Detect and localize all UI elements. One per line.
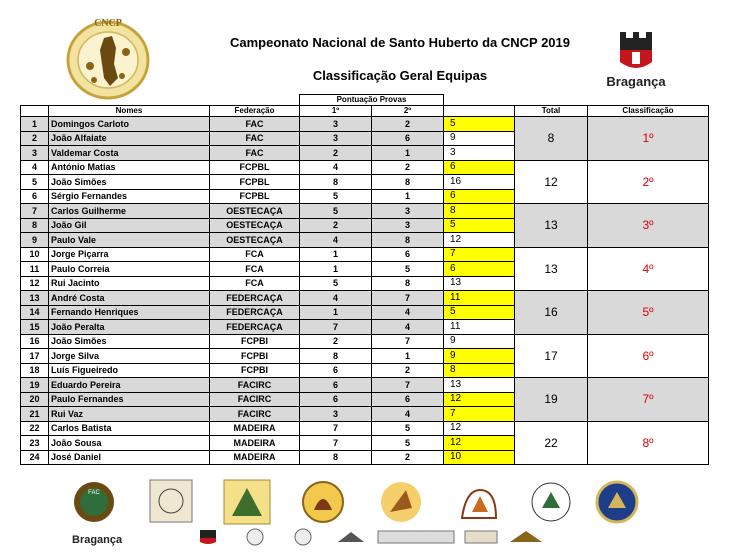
svg-text:FAC: FAC	[88, 490, 100, 496]
group-total: 22	[515, 421, 588, 465]
row-score-2: 5	[372, 436, 444, 451]
header-p2: 2º	[372, 106, 444, 117]
row-sum: 13	[444, 276, 515, 291]
row-number: 14	[21, 305, 49, 320]
svg-text:Bragança: Bragança	[606, 74, 666, 89]
oestecaca-logo	[222, 478, 272, 526]
row-name: João Sousa	[49, 436, 210, 451]
row-number: 18	[21, 363, 49, 378]
group-rank: 6º	[588, 334, 709, 378]
row-name: Rui Jacinto	[49, 276, 210, 291]
row-score-1: 8	[300, 175, 372, 190]
row-federation: OESTECAÇA	[210, 233, 300, 248]
header-federacao: Federação	[210, 106, 300, 117]
classification-table	[20, 94, 709, 465]
row-federation: FEDERCAÇA	[210, 291, 300, 306]
group-total: 16	[515, 291, 588, 335]
group-rank: 1º	[588, 117, 709, 161]
row-score-2: 2	[372, 117, 444, 132]
row-federation: FCPBI	[210, 349, 300, 364]
row-federation: FCA	[210, 247, 300, 262]
footer-seal-3-icon	[332, 528, 370, 546]
row-sum: 12	[444, 392, 515, 407]
row-score-2: 2	[372, 160, 444, 175]
row-sum: 5	[444, 117, 515, 132]
row-score-1: 7	[300, 320, 372, 335]
row-sum: 11	[444, 320, 515, 335]
row-score-2: 1	[372, 349, 444, 364]
row-number: 22	[21, 421, 49, 436]
row-score-2: 6	[372, 392, 444, 407]
group-rank: 4º	[588, 247, 709, 291]
row-sum: 8	[444, 204, 515, 219]
row-score-2: 8	[372, 175, 444, 190]
group-total: 12	[515, 160, 588, 204]
row-name: Fernando Henriques	[49, 305, 210, 320]
row-name: João Simões	[49, 175, 210, 190]
footer-braganca-text: Bragança	[72, 534, 123, 546]
row-number: 13	[21, 291, 49, 306]
braganca-logo	[604, 28, 668, 96]
row-federation: FCPBL	[210, 160, 300, 175]
row-sum: 5	[444, 218, 515, 233]
page-subtitle: Classificação Geral Equipas	[312, 68, 488, 83]
group-total: 13	[515, 247, 588, 291]
row-name: Carlos Batista	[49, 421, 210, 436]
row-name: Jorge Piçarra	[49, 247, 210, 262]
row-number: 10	[21, 247, 49, 262]
row-score-2: 7	[372, 378, 444, 393]
federcaca-logo	[378, 480, 424, 524]
row-score-2: 6	[372, 247, 444, 262]
row-name: André Costa	[49, 291, 210, 306]
header-row	[21, 106, 709, 117]
group-rank: 5º	[588, 291, 709, 335]
table-row	[21, 204, 709, 219]
row-score-1: 6	[300, 392, 372, 407]
row-name: João Peralta	[49, 320, 210, 335]
header-total: Total	[515, 106, 588, 117]
row-number: 7	[21, 204, 49, 219]
row-score-2: 5	[372, 262, 444, 277]
cncp-logo	[60, 16, 156, 102]
footer-seal-4-icon	[462, 528, 500, 546]
row-sum: 7	[444, 247, 515, 262]
group-rank: 3º	[588, 204, 709, 248]
footer-seal-2-icon	[284, 528, 322, 546]
row-federation: FACIRC	[210, 378, 300, 393]
fca-logo	[300, 480, 346, 524]
row-score-1: 8	[300, 450, 372, 465]
table-row	[21, 247, 709, 262]
row-score-2: 4	[372, 407, 444, 422]
row-number: 17	[21, 349, 49, 364]
row-score-2: 3	[372, 204, 444, 219]
row-name: Eduardo Pereira	[49, 378, 210, 393]
row-score-1: 4	[300, 160, 372, 175]
header-p1: 1º	[300, 106, 372, 117]
row-federation: MADEIRA	[210, 421, 300, 436]
row-score-2: 7	[372, 334, 444, 349]
row-score-2: 8	[372, 233, 444, 248]
row-name: Paulo Correia	[49, 262, 210, 277]
row-number: 4	[21, 160, 49, 175]
header-pontuacao: Pontuação Provas	[300, 95, 444, 106]
header-classificacao: Classificação	[588, 106, 709, 117]
row-sum: 12	[444, 233, 515, 248]
row-score-1: 5	[300, 276, 372, 291]
row-number: 16	[21, 334, 49, 349]
row-number: 15	[21, 320, 49, 335]
row-federation: FAC	[210, 131, 300, 146]
group-rank: 7º	[588, 378, 709, 422]
footer-seal-5-icon	[506, 528, 546, 546]
header-nomes: Nomes	[49, 106, 210, 117]
row-number: 1	[21, 117, 49, 132]
svg-text:CNCP: CNCP	[94, 18, 122, 29]
row-score-1: 5	[300, 204, 372, 219]
row-number: 12	[21, 276, 49, 291]
row-federation: FCA	[210, 262, 300, 277]
braganca-small-icon	[196, 528, 220, 546]
row-sum: 12	[444, 421, 515, 436]
row-federation: FCPBL	[210, 189, 300, 204]
row-score-1: 3	[300, 131, 372, 146]
row-name: Domingos Carloto	[49, 117, 210, 132]
row-score-1: 4	[300, 233, 372, 248]
row-number: 2	[21, 131, 49, 146]
row-name: Jorge Silva	[49, 349, 210, 364]
row-score-1: 8	[300, 349, 372, 364]
row-score-1: 5	[300, 189, 372, 204]
row-name: António Matias	[49, 160, 210, 175]
row-score-2: 1	[372, 146, 444, 161]
row-number: 8	[21, 218, 49, 233]
row-score-1: 2	[300, 334, 372, 349]
row-number: 5	[21, 175, 49, 190]
table-row	[21, 334, 709, 349]
row-federation: MADEIRA	[210, 436, 300, 451]
row-federation: OESTECAÇA	[210, 204, 300, 219]
row-sum: 13	[444, 378, 515, 393]
row-score-1: 2	[300, 218, 372, 233]
row-score-2: 8	[372, 276, 444, 291]
group-total: 8	[515, 117, 588, 161]
row-sum: 10	[444, 450, 515, 465]
group-total: 19	[515, 378, 588, 422]
page-title: Campeonato Nacional de Santo Huberto da CNCP 2019	[230, 35, 570, 50]
row-number: 11	[21, 262, 49, 277]
row-name: Rui Vaz	[49, 407, 210, 422]
row-number: 20	[21, 392, 49, 407]
row-name: João Simões	[49, 334, 210, 349]
row-sum: 3	[444, 146, 515, 161]
row-score-1: 7	[300, 436, 372, 451]
row-score-1: 4	[300, 291, 372, 306]
row-federation: MADEIRA	[210, 450, 300, 465]
row-federation: FACIRC	[210, 407, 300, 422]
row-name: José Daniel	[49, 450, 210, 465]
row-number: 6	[21, 189, 49, 204]
row-federation: FCPBI	[210, 363, 300, 378]
row-sum: 9	[444, 349, 515, 364]
table-row	[21, 378, 709, 393]
row-sum: 16	[444, 175, 515, 190]
row-federation: FEDERCAÇA	[210, 305, 300, 320]
row-score-2: 2	[372, 450, 444, 465]
row-score-2: 3	[372, 218, 444, 233]
row-number: 3	[21, 146, 49, 161]
row-score-1: 3	[300, 407, 372, 422]
facirc-logo	[530, 480, 572, 524]
row-number: 23	[21, 436, 49, 451]
group-rank: 8º	[588, 421, 709, 465]
group-total: 13	[515, 204, 588, 248]
row-score-2: 5	[372, 421, 444, 436]
row-name: Valdemar Costa	[49, 146, 210, 161]
row-sum: 6	[444, 262, 515, 277]
row-federation: FEDERCAÇA	[210, 320, 300, 335]
header-row-top	[21, 95, 709, 106]
row-score-1: 7	[300, 421, 372, 436]
fac-logo	[70, 480, 118, 524]
row-score-2: 4	[372, 305, 444, 320]
fcpbi-logo	[456, 482, 502, 524]
group-total: 17	[515, 334, 588, 378]
row-sum: 6	[444, 189, 515, 204]
row-score-1: 2	[300, 146, 372, 161]
table-row	[21, 421, 709, 436]
table-row	[21, 117, 709, 132]
row-federation: FCPBI	[210, 334, 300, 349]
row-name: Sérgio Fernandes	[49, 189, 210, 204]
row-score-2: 4	[372, 320, 444, 335]
row-score-1: 1	[300, 247, 372, 262]
footer-seal-1-icon	[236, 528, 274, 546]
row-name: Luís Figueiredo	[49, 363, 210, 378]
row-score-1: 3	[300, 117, 372, 132]
row-federation: OESTECAÇA	[210, 218, 300, 233]
sponsor-logos	[70, 476, 650, 546]
row-number: 9	[21, 233, 49, 248]
row-number: 24	[21, 450, 49, 465]
row-sum: 8	[444, 363, 515, 378]
row-sum: 9	[444, 334, 515, 349]
madeira-logo	[594, 480, 640, 524]
row-number: 19	[21, 378, 49, 393]
row-federation: FACIRC	[210, 392, 300, 407]
row-sum: 11	[444, 291, 515, 306]
row-name: João Alfaiate	[49, 131, 210, 146]
row-score-2: 7	[372, 291, 444, 306]
row-score-1: 1	[300, 262, 372, 277]
row-score-1: 6	[300, 363, 372, 378]
row-score-2: 6	[372, 131, 444, 146]
row-sum: 9	[444, 131, 515, 146]
row-sum: 12	[444, 436, 515, 451]
row-sum: 6	[444, 160, 515, 175]
row-federation: FCA	[210, 276, 300, 291]
footer-club-icon	[376, 528, 456, 546]
table-row	[21, 291, 709, 306]
row-score-1: 6	[300, 378, 372, 393]
row-score-2: 2	[372, 363, 444, 378]
fcpbl-logo	[148, 478, 194, 524]
row-score-1: 1	[300, 305, 372, 320]
row-number: 21	[21, 407, 49, 422]
row-federation: FCPBL	[210, 175, 300, 190]
row-name: Paulo Vale	[49, 233, 210, 248]
row-name: Paulo Fernandes	[49, 392, 210, 407]
group-rank: 2º	[588, 160, 709, 204]
row-name: Carlos Guilherme	[49, 204, 210, 219]
row-federation: FAC	[210, 146, 300, 161]
row-sum: 5	[444, 305, 515, 320]
row-name: João Gil	[49, 218, 210, 233]
table-row	[21, 160, 709, 175]
row-federation: FAC	[210, 117, 300, 132]
row-score-2: 1	[372, 189, 444, 204]
row-sum: 7	[444, 407, 515, 422]
